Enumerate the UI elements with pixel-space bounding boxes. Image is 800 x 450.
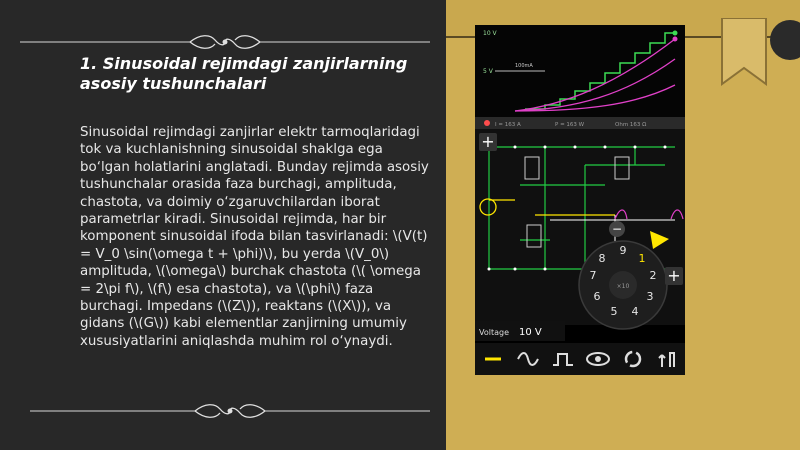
- svg-text:3: 3: [646, 290, 654, 303]
- svg-text:5: 5: [610, 305, 618, 318]
- bottom-ornament: [30, 401, 430, 421]
- undo-icon[interactable]: [655, 348, 681, 370]
- slide-body: Sinusoidal rejimdagi zanjirlar elektr tarmoqlaridagi tok va kuchlanishning sinusoidal shaklga ega bo‘lgan holatlarini anglatadi. Bunday rejimda asosiy tushunchalar orasida faza burchagi, amplituda, chastota, va doimiy o‘zgaruvchilardan iborat parametrlar kiradi. Sinusoidal rejimda, har bir komponent sinusoidal ifoda bilan tasvirlanadi: \(V(t) = V_0 \sin(\omega t + \phi)\), bu yerda \(V_0\) amplituda, \(\omega\) burchak chastota (\( \omega = 2\pi f\), \(f\) esa chastota), va \(\phi\) faza burchagi. Impedans (\(Z\)), reaktans (\(X\)), va gidans (\(G\)) kabi elementlar zanjirning umumiy xususiyatlarini aniqlashda muhim rol o‘ynaydi.: [80, 125, 429, 349]
- square-wave-icon[interactable]: [550, 348, 576, 370]
- graph-label-trace: 100mA: [515, 63, 533, 69]
- svg-text:4: 4: [631, 305, 639, 318]
- graph-label-mid: 5 V: [483, 68, 493, 75]
- svg-text:2: 2: [649, 269, 657, 282]
- bookmark-ribbon-icon: [718, 18, 770, 88]
- status-item-3: Ohm 163 Ω: [615, 122, 647, 128]
- status-item-2: P = 163 W: [555, 122, 585, 128]
- circuit-canvas[interactable]: [475, 25, 685, 373]
- slide-title: 1. Sinusoidal rejimdagi zanjirlarning asosiy tushunchalari: [80, 54, 408, 93]
- sine-wave-icon[interactable]: [515, 348, 541, 370]
- svg-text:1: 1: [638, 252, 646, 265]
- svg-text:8: 8: [598, 252, 606, 265]
- voltage-value: 10 V: [519, 327, 542, 338]
- voltage-label: Voltage: [479, 328, 510, 337]
- refresh-icon[interactable]: [620, 348, 646, 370]
- eye-icon[interactable]: [585, 348, 611, 370]
- zoom-in-label: +: [481, 132, 495, 151]
- svg-text:6: 6: [593, 290, 601, 303]
- circuit-app-screenshot: [475, 25, 685, 373]
- svg-text:9: 9: [619, 244, 627, 257]
- app-toolbar: [475, 343, 685, 375]
- decrement-label: −: [611, 222, 623, 236]
- graph-label-top: 10 V: [483, 30, 497, 37]
- svg-text:7: 7: [589, 269, 597, 282]
- increment-label: +: [667, 266, 681, 285]
- top-ornament: [20, 32, 430, 52]
- dial-center: ×10: [616, 283, 630, 290]
- wire-tool-icon[interactable]: [480, 348, 506, 370]
- status-item-1: I = 163 A: [495, 122, 521, 128]
